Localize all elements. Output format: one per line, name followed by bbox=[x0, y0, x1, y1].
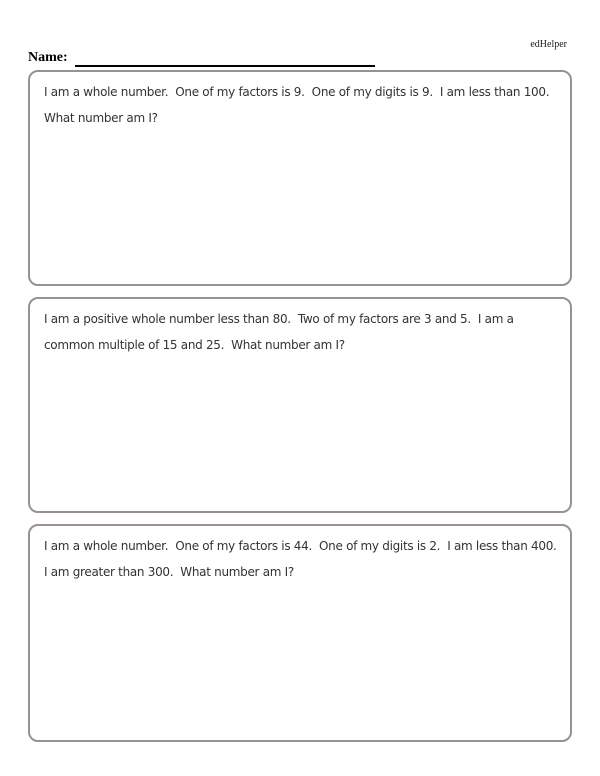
problem-1-text-line-2: What number am I? bbox=[44, 111, 158, 125]
name-label: Name: bbox=[28, 50, 68, 65]
problem-box-2 bbox=[28, 297, 572, 513]
name-blank-line bbox=[75, 65, 375, 67]
problem-3-text-line-2: I am greater than 300. What number am I? bbox=[44, 565, 294, 579]
problem-1-text-line-1: I am a whole number. One of my factors is 9. One of my digits is 9. I am less than 100. bbox=[44, 85, 550, 99]
brand-logo: edHelper bbox=[530, 39, 567, 50]
problem-box-1 bbox=[28, 70, 572, 286]
problem-2-text-line-1: I am a positive whole number less than 80. Two of my factors are 3 and 5. I am a bbox=[44, 312, 514, 326]
name-row bbox=[28, 50, 375, 68]
problem-box-3 bbox=[28, 524, 572, 742]
problem-3-text-line-1: I am a whole number. One of my factors is 44. One of my digits is 2. I am less than 400. bbox=[44, 539, 557, 553]
problem-2-text-line-2: common multiple of 15 and 25. What number am I? bbox=[44, 338, 345, 352]
